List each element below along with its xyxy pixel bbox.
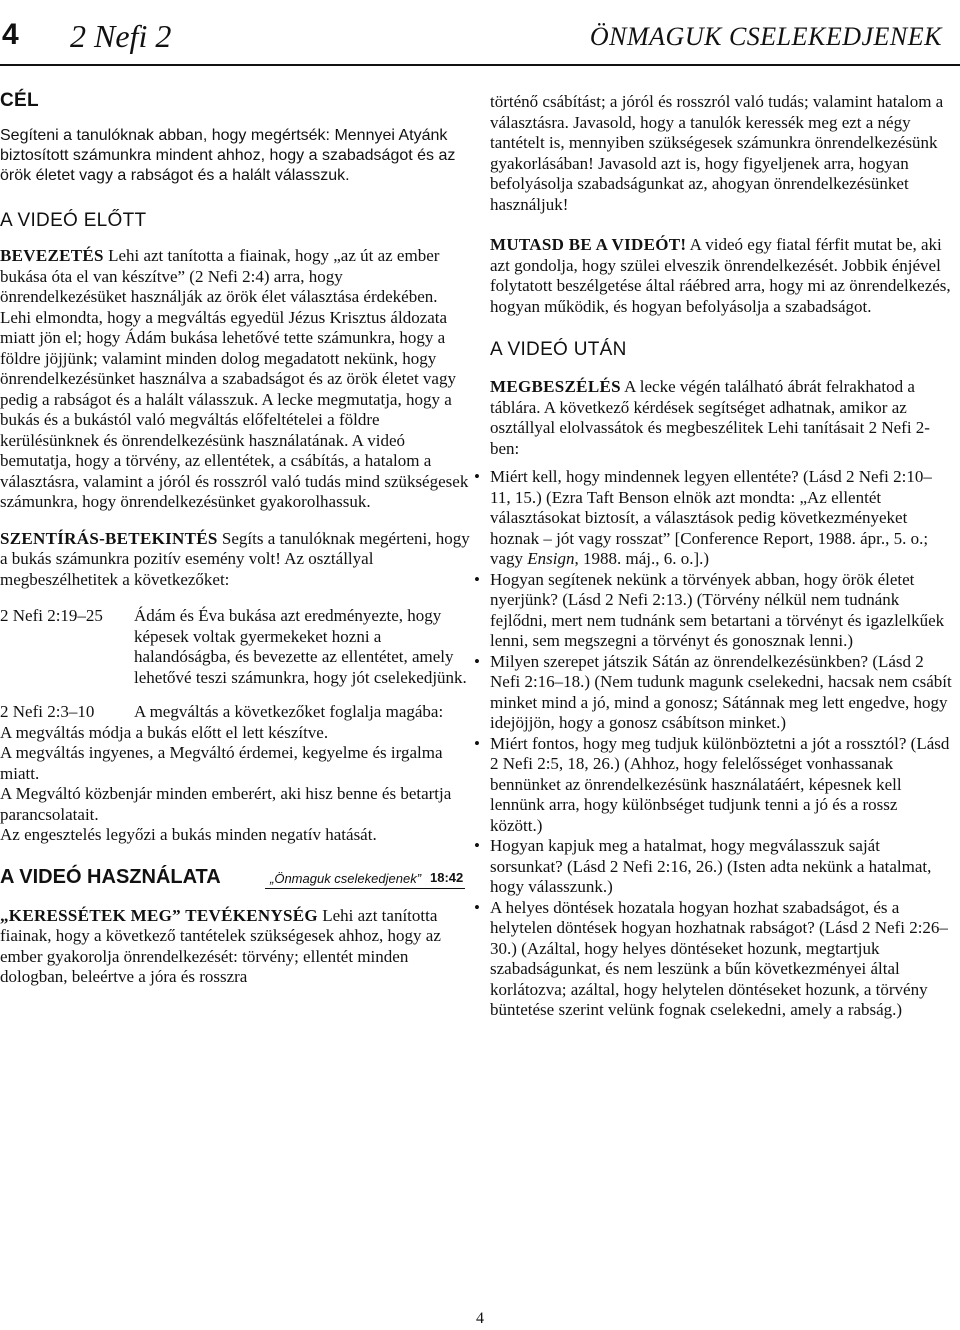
before-video-heading: A VIDEÓ ELŐTT — [0, 210, 147, 231]
video-title: „Önmaguk cselekedjenek” — [270, 870, 422, 886]
activity-continuation: történő csábítást; a jóról és rosszról való tudás; valamint hatalom a választásra. Javasold, hogy a tanulók keressék meg ezt a négy tantételt is, mennyiben szükségesek számunkra önrendelkezésünk gyakorlásában! Javasold azt is, hogy figyeljenek arra, hogyan befolyásolja szabadságunkat az, ahogyan önrendelkezésünket használjuk! — [490, 92, 944, 214]
list-item — [474, 733, 952, 837]
bullet-icon: • — [474, 467, 480, 486]
bullet-icon: • — [474, 897, 480, 917]
scripture-reference: 2 Nefi 2:19–25 — [0, 606, 103, 625]
list-item-text: Az engesztelés legyőzi a bukás minden negatív hatását. — [0, 825, 377, 844]
scripture-insight-text: Segíts a tanulóknak megérteni, hogy a bukás számunkra pozitív esemény volt! Az osztállyal megbeszélhetitek a következőket: — [0, 528, 470, 589]
discussion-questions — [474, 467, 952, 1021]
list-item-text: A megváltás módja a bukás előtt el lett készítve. — [0, 722, 329, 742]
question-text-end: , 1988. máj., 6. o.].) — [574, 549, 710, 568]
goal-heading: CÉL — [0, 90, 39, 111]
after-video-heading: A VIDEÓ UTÁN — [490, 339, 627, 360]
list-item — [474, 467, 952, 570]
show-video-text: A videó egy fiatal férfit mutat be, aki azt gondolja, hogy szülei elveszik önrendelkezését. Jobbik énjével folytatott beszélgetése által ráébred arra, hogy mi az önrendelkezés, hogyan működik, és hogyan befolyásolja a szabadságot. — [490, 235, 951, 316]
activity-paragraph — [0, 906, 470, 988]
list-item — [474, 651, 952, 734]
using-video-heading: A VIDEÓ HASZNÁLATA — [0, 865, 221, 888]
list-item-text: A Megváltó közbenjár minden emberért, aki hisz benne és betartja parancsolatait. — [0, 784, 452, 824]
list-item-text: A megváltás ingyenes, a Megváltó érdemei, kegyelme és irgalma miatt. — [0, 743, 443, 783]
header-rule — [0, 64, 960, 66]
using-video-header — [0, 866, 470, 894]
question-text: A helyes döntések hozatala hogyan hozhat szabadságot, és a helytelen döntések hogyan hozhatnak rabságot? (Lásd 2 Nefi 2:26–30.) (Azáltal, hogy helyes döntéseket hozunk, megtartjuk szabadságunkat, és nem leszünk a bűn következményei által korlátozva; azáltal, hogy helytelen döntéseket hozunk, a törvény büntetése szerint velünk fognak cselekedni, amely a rabság.) — [490, 897, 948, 1019]
video-title-underline — [265, 888, 465, 889]
question-text: Miért kell, hogy mindennek legyen ellentéte? (Lásd 2 Nefi 2:10–11, 15.) (Ezra Taft Benson elnök azt mondta: „Az ellentét választásokat biztosít, a választások pedig következményeket hoznak – jót vagy rosszat” [Conference Report, 1988. ápr., 5. o.; vagy — [490, 467, 932, 568]
list-item — [474, 569, 952, 652]
bullet-icon: • — [474, 651, 480, 671]
scripture-entry — [0, 702, 470, 723]
list-item — [0, 825, 470, 846]
goal-text: Segíteni a tanulóknak abban, hogy megértsék: Mennyei Atyánk biztosított számunkra mindent ahhoz, hogy a szabadságot és az örök életet vagy a rabságot és a halált válasszuk. — [0, 127, 456, 184]
question-text: Hogyan segítenek nekünk a törvények abban, hogy örök életet nyerjünk? (Lásd 2 Nefi 2:13.) (Törvény nélkül nem tudnánk fejlődni, mert nem tudnánk sem betartani a törvényt és igazlelkűek lenni, sem megszegni a törvényt és gonosznak lenni.) — [490, 569, 945, 650]
book-title: 2 Nefi 2 — [70, 18, 172, 54]
scripture-insight-paragraph — [0, 529, 470, 591]
list-item — [474, 836, 952, 898]
running-title: ÖNMAGUK CSELEKEDJENEK — [589, 22, 942, 51]
question-text: Hogyan kapjuk meg a hatalmat, hogy megválasszuk saját sorsunkat? (Lásd 2 Nefi 2:16, 26.) (Isten adta nekünk a hatalmat, hogy válasszunk.) — [490, 836, 932, 896]
introduction-text: Lehi azt tanította a fiainak, hogy „az út az ember bukása óta el van készítve” (2 Nefi 2:4) arra, hogy önrendelkezésüket használják az örök élet választása érdekében. Lehi elmondta, hogy a megváltás egyedül Jézus Krisztus áldozata miatt jön el; hogy Ádám bukása lehetővé tette számunkra, hogy a földre jöjjünk; valamint minden dolog megadatott nekünk, hogy önrendelkezésünket használva a szabadságot és az örök életet vagy pedig a rabságot és a halált válasszuk. A lecke megmutatja, hogy a bukás és a bukástól való megváltás előfeltételei a földre kerülésünknek és önrendelkezésünk használatának. A videó bemutatja, hogy a törvény, az ellentétek, a csábítás, a hatalom a választásra, valamint a jóról és rosszról való tudás mind szükségesek számunkra, hogy önrendelkezésünket gyakorolhassuk. — [0, 246, 469, 511]
page-footer-number: 4 — [476, 1310, 484, 1327]
redemption-list — [0, 723, 470, 846]
activity-text: Lehi azt tanította fiainak, hogy a következő tantételek szükségesek ahhoz, hogy az ember gyakorolja önrendelkezését: törvény; ellentét minden dologban, beleértve a jóra és rosszra — [0, 905, 441, 986]
discussion-paragraph — [490, 377, 952, 459]
show-video-paragraph — [490, 235, 952, 317]
scripture-insight-lead: SZENTÍRÁS-BETEKINTÉS — [0, 528, 218, 548]
question-text: Miért fontos, hogy meg tudjuk különböztetni a jót a rossztól? (Lásd 2 Nefi 2:5, 18, 26.) (Ahhoz, hogy felelősséget vonhassanak bennünket az önrendelkezésünk használatáért, képesnek kell lennünk arra, hogy különbséget tudjunk tenni a jó és a rossz között.) — [490, 733, 950, 835]
scripture-explanation: Ádám és Éva bukása azt eredményezte, hogy képesek voltak gyermekeket hozni a halandóságba, és bevezette az ellentétet, amely lehetővé teszi számunkra, hogy jót cselekedjünk. — [134, 606, 467, 687]
page-number: 4 — [2, 18, 19, 51]
activity-lead: „KERESSÉTEK MEG” TEVÉKENYSÉG — [0, 905, 318, 925]
list-item — [0, 723, 470, 744]
list-item — [474, 897, 952, 1021]
discussion-lead: MEGBESZÉLÉS — [490, 377, 621, 396]
scripture-explanation: A megváltás a következőket foglalja magába: — [134, 702, 444, 721]
list-item — [0, 784, 470, 825]
bullet-icon: • — [474, 836, 480, 855]
video-duration: 18:42 — [430, 869, 464, 885]
list-item — [0, 743, 470, 784]
scripture-entry — [0, 606, 470, 688]
question-text: Milyen szerepet játszik Sátán az önrendelkezésünkben? (Lásd 2 Nefi 2:16–18.) (Nem tudunk magunk cselekedni, hacsak nem csábít minket mind a jó, mind a gonosz; Sátánnak meg lett engedve, hogy idejöjjön, hogy a gonosz csábítson minket.) — [490, 651, 952, 732]
page-header — [0, 8, 960, 64]
left-column — [0, 88, 470, 988]
right-column — [474, 92, 952, 1021]
introduction-paragraph — [0, 246, 470, 513]
question-emphasis: Ensign — [527, 549, 575, 568]
scripture-reference: 2 Nefi 2:3–10 — [0, 702, 95, 721]
bullet-icon: • — [474, 569, 480, 589]
discussion-text: A lecke végén található ábrát felrakhatod a táblára. A következő kérdések segítséget adhatnak, amikor az osztállyal elolvassátok és megbeszélitek Lehi tanításait 2 Nefi 2-ben: — [490, 377, 930, 458]
introduction-lead: BEVEZETÉS — [0, 246, 104, 265]
bullet-icon: • — [474, 733, 480, 753]
show-video-lead: MUTASD BE A VIDEÓT! — [490, 235, 687, 254]
